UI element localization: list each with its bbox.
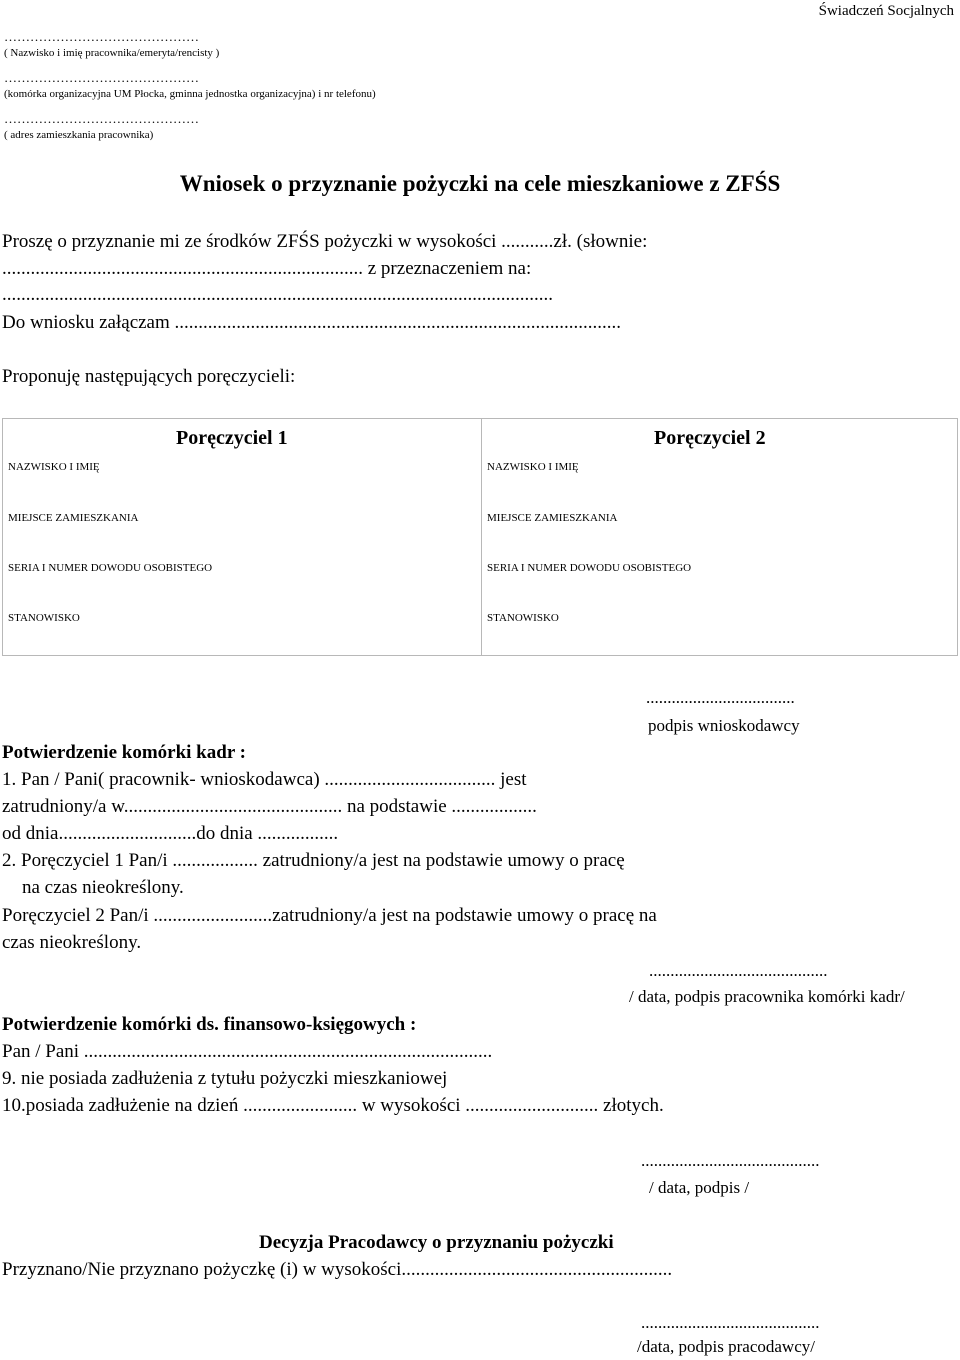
department-dots: ……………………………………… bbox=[4, 70, 199, 85]
hr-signature-label: / data, podpis pracownika komórki kadr/ bbox=[629, 987, 905, 1006]
decision-heading: Decyzja Pracodawcy o przyznaniu pożyczki bbox=[259, 1232, 614, 1253]
finance-line-3: 10.posiada zadłużenie na dzień ........................ w wysokości ............................ złotych. bbox=[2, 1095, 664, 1116]
hr-heading: Potwierdzenie komórki kadr : bbox=[2, 742, 246, 763]
hr-line-1: 1. Pan / Pani( pracownik- wnioskodawca) .................................... jest bbox=[2, 769, 527, 790]
department-label: (komórka organizacyjna UM Płocka, gminna jednostka organizacyjna) i nr telefonu) bbox=[4, 88, 376, 100]
address-label: ( adres zamieszkania pracownika) bbox=[4, 129, 154, 141]
guarantor-2-title: Poręczyciel 2 bbox=[654, 427, 766, 449]
guarantor-1-position-field[interactable]: STANOWISKO bbox=[8, 612, 80, 624]
hr-signature-dots: .......................................... bbox=[649, 961, 828, 980]
guarantor-2-column bbox=[482, 419, 957, 655]
guarantor-1-title: Poręczyciel 1 bbox=[176, 427, 288, 449]
finance-heading: Potwierdzenie komórki ds. finansowo-księgowych : bbox=[2, 1014, 417, 1035]
employer-signature-dots: .......................................... bbox=[641, 1313, 820, 1332]
finance-signature-dots: .......................................... bbox=[641, 1151, 820, 1170]
form-title: Wniosek o przyznanie pożyczki na cele mieszkaniowe z ZFŚS bbox=[179, 171, 781, 196]
guarantor-1-id-field[interactable]: SERIA I NUMER DOWODU OSOBISTEGO bbox=[8, 562, 213, 574]
guarantors-intro: Proponuję następujących poręczycieli: bbox=[2, 366, 296, 387]
hr-line-4: 2. Poręczyciel 1 Pan/i .................. zatrudniony/a jest na podstawie umowy o pracę bbox=[2, 850, 625, 871]
attachments-line: Do wniosku załączam .............................................................................................. bbox=[2, 312, 622, 333]
guarantor-2-name-field[interactable]: NAZWISKO I IMIĘ bbox=[487, 461, 579, 473]
guarantor-2-address-field[interactable]: MIEJSCE ZAMIESZKANIA bbox=[487, 512, 618, 524]
hr-line-3: od dnia.............................do dnia ................. bbox=[2, 823, 339, 844]
guarantor-1-name-field[interactable]: NAZWISKO I IMIĘ bbox=[8, 461, 100, 473]
applicant-signature-dots: ................................... bbox=[646, 688, 795, 707]
guarantors-table bbox=[2, 418, 958, 656]
hr-line-6: Poręczyciel 2 Pan/i .........................zatrudniony/a jest na podstawie umowy o pracę na bbox=[2, 905, 657, 926]
hr-line-7: czas nieokreślony. bbox=[2, 932, 142, 953]
hr-line-5: na czas nieokreślony. bbox=[22, 877, 184, 898]
guarantor-1-column bbox=[3, 419, 482, 655]
employer-signature-label: /data, podpis pracodawcy/ bbox=[637, 1337, 815, 1356]
employee-name-label: ( Nazwisko i imię pracownika/emeryta/rencisty ) bbox=[4, 47, 220, 59]
request-line-2: ............................................................................ z przeznaczeniem na: bbox=[2, 258, 532, 279]
applicant-signature-label: podpis wnioskodawcy bbox=[648, 716, 800, 735]
guarantor-2-position-field[interactable]: STANOWISKO bbox=[487, 612, 559, 624]
guarantor-2-id-field[interactable]: SERIA I NUMER DOWODU OSOBISTEGO bbox=[487, 562, 692, 574]
finance-line-2: 9. nie posiada zadłużenia z tytułu pożyczki mieszkaniowej bbox=[2, 1068, 448, 1089]
request-line-1: Proszę o przyznanie mi ze środków ZFŚS pożyczki w wysokości ...........zł. (słownie: bbox=[2, 231, 648, 252]
finance-line-1: Pan / Pani ...................................................................................... bbox=[2, 1041, 493, 1062]
header-department: Świadczeń Socjalnych bbox=[818, 3, 954, 19]
employee-name-dots: ……………………………………… bbox=[4, 29, 199, 44]
request-line-3: .................................................................................................................... bbox=[2, 284, 553, 305]
address-dots: ……………………………………… bbox=[4, 111, 199, 126]
guarantor-1-address-field[interactable]: MIEJSCE ZAMIESZKANIA bbox=[8, 512, 139, 524]
hr-line-2: zatrudniony/a w.............................................. na podstawie .................. bbox=[2, 796, 537, 817]
decision-line-1: Przyznano/Nie przyznano pożyczkę (i) w wysokości......................................................... bbox=[2, 1259, 673, 1280]
finance-signature-label: / data, podpis / bbox=[649, 1178, 750, 1197]
